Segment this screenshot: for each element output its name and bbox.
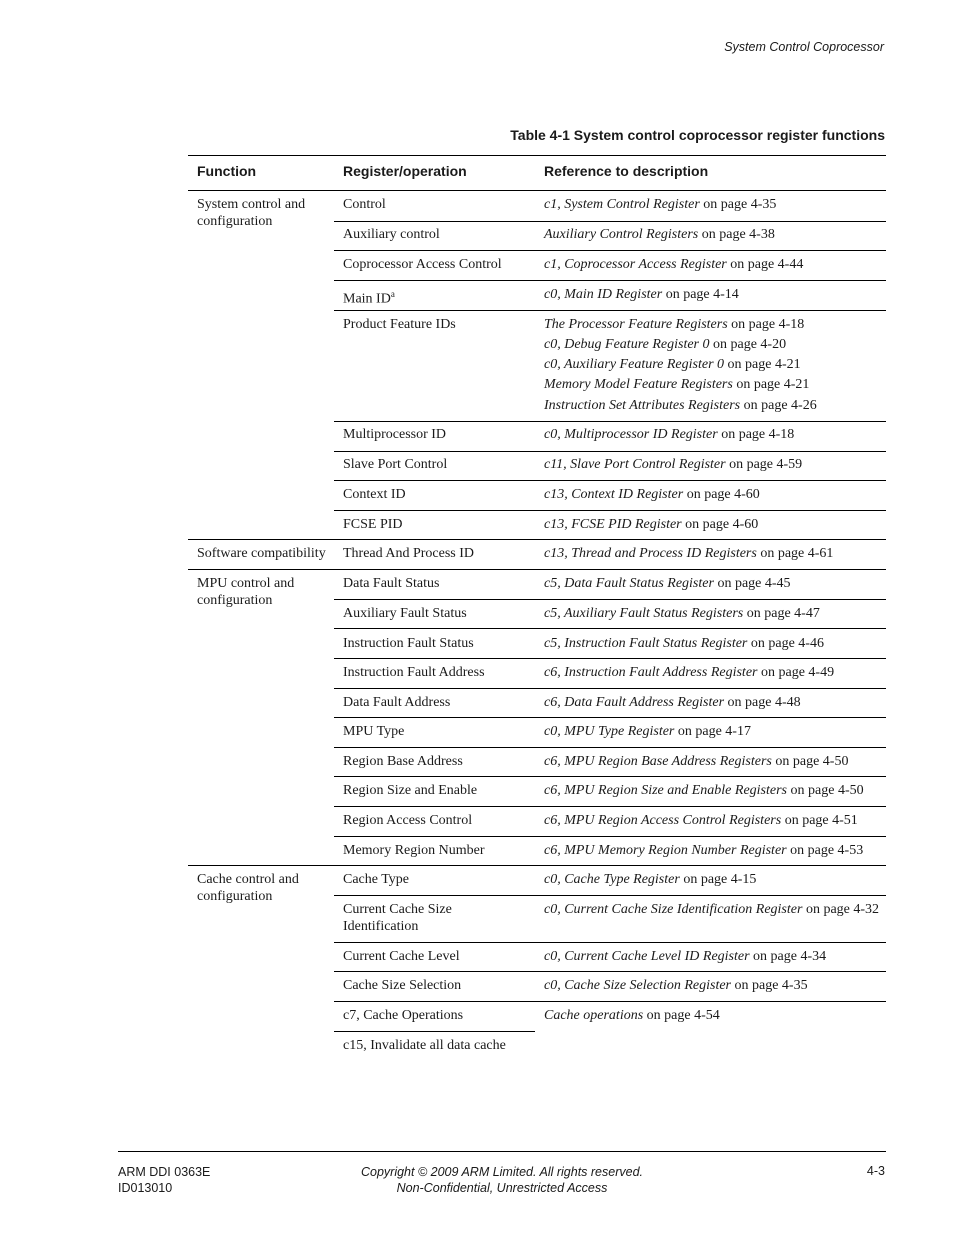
- reference-page: on page 4-45: [713, 576, 791, 591]
- register-text: Product Feature IDs: [343, 317, 456, 332]
- reference-page: on page 4-50: [787, 783, 864, 798]
- register-text: Control: [343, 197, 386, 212]
- register-cell: [343, 226, 440, 243]
- reference-page: on page 4-61: [756, 546, 834, 561]
- reference-title: c11, Slave Port Control Register: [544, 457, 726, 472]
- reference-title: c6, Instruction Fault Address Register: [544, 665, 758, 680]
- reference-title: c6, MPU Region Access Control Registers: [544, 813, 782, 828]
- register-text: Region Base Address: [343, 754, 463, 769]
- reference-title: Auxiliary Control Registers: [544, 227, 699, 242]
- function-cell: [197, 545, 326, 562]
- reference-page: on page 4-26: [740, 398, 817, 413]
- register-cell: [343, 753, 463, 770]
- register-cell: [343, 605, 467, 622]
- reference-link[interactable]: [544, 605, 820, 622]
- register-text: Coprocessor Access Control: [343, 257, 502, 272]
- table-top-rule: [188, 155, 886, 156]
- reference-page: on page 4-49: [757, 665, 835, 680]
- row-divider: [334, 628, 886, 629]
- table-title: Table 4-1 System control coprocessor register functions: [510, 127, 885, 143]
- register-text: Multiprocessor ID: [343, 427, 447, 442]
- reference-title: c0, Auxiliary Feature Register 0: [544, 357, 725, 372]
- register-text: Identification: [343, 919, 419, 934]
- header-bottom-rule: [188, 190, 886, 191]
- row-divider: [334, 1001, 886, 1002]
- function-cell: [197, 196, 305, 230]
- row-divider: [334, 895, 886, 896]
- header-function: Function: [197, 163, 257, 179]
- row-divider: [334, 280, 886, 281]
- row-divider: [188, 539, 886, 540]
- register-cell: [343, 977, 461, 994]
- footer-access: Non-Confidential, Unrestricted Access: [396, 1181, 608, 1195]
- register-cell: [343, 782, 477, 799]
- reference-title: c0, MPU Type Register: [544, 724, 675, 739]
- reference-page: on page 4-46: [747, 636, 824, 651]
- row-divider: [334, 776, 886, 777]
- reference-title: c0, Multiprocessor ID Register: [544, 427, 718, 442]
- reference-link[interactable]: [544, 336, 786, 353]
- row-divider: [334, 599, 886, 600]
- reference-link[interactable]: [544, 226, 775, 243]
- header-reference: Reference to description: [544, 163, 709, 179]
- reference-page: on page 4-32: [802, 902, 880, 917]
- function-text: System control and: [197, 197, 306, 212]
- reference-page: on page 4-35: [731, 978, 808, 993]
- reference-title: c0, Debug Feature Register 0: [544, 337, 710, 352]
- row-divider: [334, 836, 886, 837]
- register-cell: [343, 286, 395, 308]
- register-cell: [343, 196, 386, 213]
- register-cell: [343, 1037, 506, 1054]
- reference-title: c6, MPU Memory Region Number Register: [544, 843, 787, 858]
- register-text: Cache Type: [343, 872, 410, 887]
- reference-page: on page 4-21: [732, 377, 810, 392]
- reference-page: on page 4-14: [662, 287, 739, 302]
- register-text: c7, Cache Operations: [343, 1008, 464, 1023]
- register-cell: [343, 545, 474, 562]
- register-text: Instruction Fault Address: [343, 665, 485, 680]
- reference-title: c5, Data Fault Status Register: [544, 576, 714, 591]
- reference-page: on page 4-53: [786, 843, 864, 858]
- reference-title: c13, FCSE PID Register: [544, 517, 682, 532]
- reference-link[interactable]: [544, 812, 858, 829]
- register-cell: [343, 516, 403, 533]
- register-text: FCSE PID: [343, 517, 403, 532]
- row-divider: [334, 221, 886, 222]
- reference-link[interactable]: [544, 694, 801, 711]
- register-cell: [343, 842, 485, 859]
- register-cell: [343, 426, 446, 443]
- reference-title: c0, Cache Type Register: [544, 872, 680, 887]
- reference-page: on page 4-20: [709, 337, 787, 352]
- register-text: Slave Port Control: [343, 457, 448, 472]
- header-register: Register/operation: [343, 163, 467, 179]
- reference-link[interactable]: [544, 977, 808, 994]
- reference-title: Memory Model Feature Registers: [544, 377, 733, 392]
- reference-page: on page 4-35: [699, 197, 777, 212]
- row-divider: [334, 806, 886, 807]
- reference-page: on page 4-18: [717, 427, 795, 442]
- register-text: Auxiliary Fault Status: [343, 606, 467, 621]
- reference-page: on page 4-48: [724, 695, 801, 710]
- row-divider: [334, 717, 886, 718]
- row-divider: [334, 747, 886, 748]
- register-text: Context ID: [343, 487, 406, 502]
- reference-title: c1, System Control Register: [544, 197, 700, 212]
- reference-link[interactable]: [544, 723, 751, 740]
- register-text: c15, Invalidate all data cache: [343, 1038, 506, 1053]
- reference-page: on page 4-50: [771, 754, 849, 769]
- function-cell: [197, 575, 294, 609]
- reference-title: c0, Main ID Register: [544, 287, 663, 302]
- reference-title: c5, Auxiliary Fault Status Registers: [544, 606, 744, 621]
- reference-title: c0, Current Cache Level ID Register: [544, 949, 750, 964]
- reference-page: on page 4-60: [683, 487, 760, 502]
- row-divider: [334, 658, 886, 659]
- register-text: Data Fault Status: [343, 576, 440, 591]
- row-divider: [334, 1031, 535, 1032]
- register-cell: [343, 635, 474, 652]
- reference-link[interactable]: [544, 575, 791, 592]
- register-text: Current Cache Size: [343, 902, 452, 917]
- reference-link[interactable]: [544, 426, 794, 443]
- register-cell: [343, 256, 502, 273]
- register-cell: [343, 694, 450, 711]
- reference-page: on page 4-59: [725, 457, 803, 472]
- reference-page: on page 4-17: [674, 724, 751, 739]
- reference-title: Cache operations: [544, 1008, 644, 1023]
- reference-title: c5, Instruction Fault Status Register: [544, 636, 748, 651]
- reference-link[interactable]: [544, 486, 760, 503]
- register-cell: [343, 316, 456, 333]
- reference-title: Instruction Set Attributes Registers: [544, 398, 741, 413]
- reference-page: on page 4-54: [643, 1008, 720, 1023]
- function-cell: [197, 871, 299, 905]
- reference-title: c6, Data Fault Address Register: [544, 695, 725, 710]
- register-cell: [343, 486, 406, 503]
- register-cell: [343, 871, 409, 888]
- register-cell: [343, 575, 439, 592]
- register-cell: [343, 948, 460, 965]
- reference-link[interactable]: [544, 753, 848, 770]
- function-text: configuration: [197, 214, 273, 229]
- reference-page: on page 4-18: [727, 317, 805, 332]
- reference-link[interactable]: [544, 948, 826, 965]
- register-cell: [343, 723, 404, 740]
- reference-link[interactable]: [544, 1007, 720, 1024]
- reference-title: c0, Current Cache Size Identification Register: [544, 902, 803, 917]
- reference-link[interactable]: [544, 635, 824, 652]
- register-text: Cache Size Selection: [343, 978, 462, 993]
- reference-link[interactable]: [544, 356, 801, 373]
- reference-page: on page 4-44: [726, 257, 804, 272]
- footer-ids: [118, 1164, 210, 1196]
- register-text: Current Cache Level: [343, 949, 460, 964]
- reference-page: on page 4-34: [749, 949, 827, 964]
- reference-title: c6, MPU Region Base Address Registers: [544, 754, 772, 769]
- reference-page: on page 4-47: [743, 606, 820, 621]
- reference-title: c13, Thread and Process ID Registers: [544, 546, 757, 561]
- reference-link[interactable]: [544, 664, 834, 681]
- row-divider: [334, 942, 886, 943]
- register-text: Auxiliary control: [343, 227, 440, 242]
- row-divider: [334, 421, 886, 422]
- running-head: System Control Coprocessor: [724, 40, 884, 54]
- register-cell: [343, 456, 447, 473]
- row-divider: [334, 310, 886, 311]
- reference-link[interactable]: [544, 545, 833, 562]
- reference-page: on page 4-21: [724, 357, 801, 372]
- reference-link[interactable]: [544, 286, 739, 303]
- register-cell: [343, 901, 452, 935]
- footer-issue-id: ID013010: [118, 1181, 173, 1195]
- page-number: 4-3: [866, 1164, 885, 1178]
- reference-link[interactable]: [544, 196, 776, 213]
- reference-link[interactable]: [544, 376, 809, 393]
- footer-legal: [360, 1164, 644, 1196]
- function-text: Software compatibility: [197, 546, 326, 561]
- function-text: configuration: [197, 593, 273, 608]
- register-text: Memory Region Number: [343, 843, 485, 858]
- reference-link[interactable]: [544, 516, 758, 533]
- reference-link[interactable]: [544, 871, 756, 888]
- row-divider: [334, 971, 886, 972]
- row-divider: [334, 510, 886, 511]
- row-divider: [188, 569, 886, 570]
- function-text: Cache control and: [197, 872, 299, 887]
- function-text: MPU control and: [197, 576, 295, 591]
- reference-link[interactable]: [544, 901, 879, 918]
- reference-page: on page 4-60: [681, 517, 759, 532]
- register-cell: [343, 812, 472, 829]
- reference-link[interactable]: [544, 782, 864, 799]
- reference-link[interactable]: [544, 256, 803, 273]
- footnote-marker: a: [390, 289, 395, 299]
- register-text: Region Size and Enable: [343, 783, 478, 798]
- reference-title: c13, Context ID Register: [544, 487, 684, 502]
- reference-title: c1, Coprocessor Access Register: [544, 257, 727, 272]
- register-text: MPU Type: [343, 724, 405, 739]
- function-text: configuration: [197, 889, 273, 904]
- reference-title: The Processor Feature Registers: [544, 317, 728, 332]
- row-divider: [334, 480, 886, 481]
- register-cell: [343, 1007, 463, 1024]
- register-text: Thread And Process ID: [343, 546, 475, 561]
- reference-page: on page 4-15: [679, 872, 757, 887]
- register-text: Main $ID^a$: [343, 289, 395, 307]
- footer-copyright: Copyright © 2009 ARM Limited. All rights reserved.: [360, 1165, 643, 1179]
- row-divider: [334, 250, 886, 251]
- reference-title: c6, MPU Region Size and Enable Registers: [544, 783, 788, 798]
- register-cell: [343, 664, 485, 681]
- reference-link[interactable]: [544, 456, 802, 473]
- footer-doc-id: ARM DDI 0363E: [118, 1165, 211, 1179]
- reference-link[interactable]: [544, 842, 863, 859]
- reference-title: c0, Cache Size Selection Register: [544, 978, 731, 993]
- footer-rule: [118, 1151, 886, 1152]
- register-text: Region Access Control: [343, 813, 473, 828]
- register-text: Instruction Fault Status: [343, 636, 474, 651]
- row-divider: [188, 865, 886, 866]
- reference-page: on page 4-38: [698, 227, 775, 242]
- reference-link[interactable]: [544, 397, 817, 414]
- register-text: Data Fault Address: [343, 695, 451, 710]
- row-divider: [334, 688, 886, 689]
- reference-page: on page 4-51: [781, 813, 858, 828]
- reference-link[interactable]: [544, 316, 804, 333]
- row-divider: [334, 451, 886, 452]
